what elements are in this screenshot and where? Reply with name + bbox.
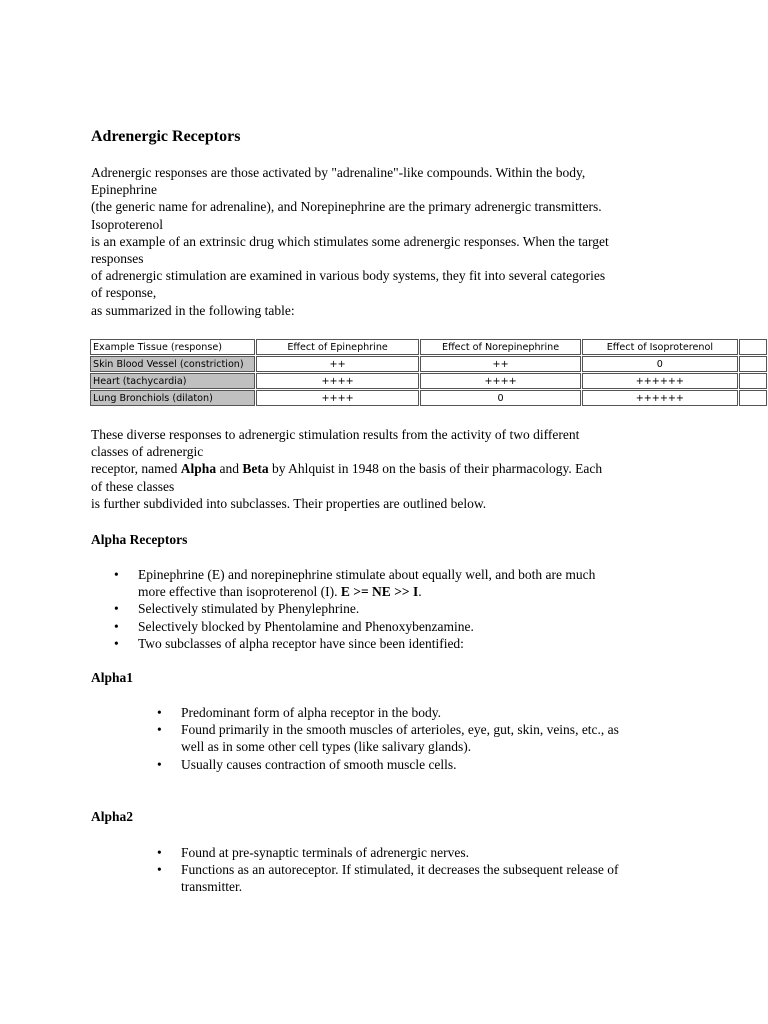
- alpha2-list: [155, 844, 685, 896]
- text-run: by Ahlquist in 1948 on the basis of their pharmacology. Each: [268, 461, 603, 477]
- intro-line: is an example of an extrinsic drug which stimulates some adrenergic responses. When the target: [91, 233, 609, 249]
- text-run: .: [418, 584, 422, 600]
- list-item-line: Two subclasses of alpha receptor have since been identified:: [138, 635, 464, 651]
- table-cell: [739, 390, 767, 406]
- bullet-icon: •: [157, 845, 162, 860]
- table-cell: ++++: [256, 390, 419, 406]
- table-cell-tissue: Lung Bronchiols (dilaton): [90, 390, 255, 406]
- list-item: [155, 861, 685, 895]
- paragraph-line: These diverse responses to adrenergic stimulation results from the activity of two different: [91, 427, 580, 442]
- alpha1-heading: Alpha1: [91, 670, 134, 685]
- list-item-line: Found at pre-synaptic terminals of adrenergic nerves.: [181, 845, 470, 860]
- intro-line: of adrenergic stimulation are examined in various body systems, they fit into several categories: [91, 268, 606, 284]
- bullet-icon: •: [114, 567, 119, 582]
- table-cell: ++: [256, 356, 419, 372]
- table-cell: 0: [420, 390, 581, 406]
- list-item-line: Predominant form of alpha receptor in the body.: [181, 705, 442, 720]
- page-title: Adrenergic Receptors: [91, 128, 241, 145]
- table-cell: ++++++: [582, 390, 737, 406]
- text-run: and: [216, 461, 243, 477]
- list-item-line: transmitter.: [181, 879, 243, 895]
- paragraph-line: classes of adrenergic: [91, 444, 204, 460]
- bullet-icon: •: [114, 601, 119, 617]
- table-cell: 0: [582, 356, 737, 372]
- bullet-icon: •: [157, 862, 162, 878]
- alpha-term: Alpha: [180, 461, 217, 477]
- bullet-icon: •: [114, 635, 119, 651]
- table-cell: ++++++: [582, 373, 737, 389]
- list-item-line: [138, 583, 672, 600]
- paragraph-line: of these classes: [91, 478, 175, 494]
- list-item-line: Selectively stimulated by Phenylephrine.: [138, 601, 360, 617]
- list-item: [112, 618, 672, 635]
- list-item-line: Usually causes contraction of smooth muscle cells.: [181, 756, 457, 772]
- alpha1-list: [155, 704, 685, 773]
- adrenergic-effects-table: [89, 338, 768, 407]
- table-header-cell: Effect of Isoproterenol: [582, 339, 737, 355]
- list-item-line: well as in some other cell types (like salivary glands).: [181, 739, 472, 755]
- list-item-line: Selectively blocked by Phentolamine and Phenoxybenzamine.: [138, 618, 474, 634]
- alpha-receptors-list: [112, 566, 672, 652]
- paragraph-line: [91, 460, 711, 477]
- list-item: [155, 721, 685, 755]
- intro-line: Isoproterenol: [91, 216, 163, 232]
- list-item: [155, 844, 685, 861]
- table-cell: ++: [420, 356, 581, 372]
- intro-line: as summarized in the following table:: [91, 302, 295, 318]
- table-cell: ++++: [256, 373, 419, 389]
- table-cell-tissue: Skin Blood Vessel (constriction): [90, 356, 255, 372]
- table-header-row: [90, 339, 767, 355]
- table-cell: ++++: [420, 373, 581, 389]
- text-run: receptor, named: [91, 461, 181, 477]
- table-header-cell: Effect of Epinephrine: [256, 339, 419, 355]
- text-run: more effective than isoproterenol (I).: [138, 584, 341, 600]
- intro-line: of response,: [91, 285, 157, 301]
- intro-line: responses: [91, 251, 144, 267]
- table-cell: [739, 356, 767, 372]
- table-cell-tissue: Heart (tachycardia): [90, 373, 255, 389]
- table-cell: [739, 373, 767, 389]
- beta-term: Beta: [242, 461, 269, 477]
- intro-line: Adrenergic responses are those activated by "adrenaline"-like compounds. Within the body,: [91, 165, 586, 180]
- table-row: [90, 373, 767, 389]
- list-item: [155, 756, 685, 773]
- list-item-line: Functions as an autoreceptor. If stimulated, it decreases the subsequent release of: [181, 862, 619, 878]
- bullet-icon: •: [157, 756, 162, 772]
- list-item: [112, 600, 672, 617]
- intro-line: Epinephrine: [91, 182, 157, 198]
- potency-order: E >= NE >> I: [340, 584, 419, 600]
- table-header-cell: [739, 339, 767, 355]
- classes-paragraph: [91, 426, 711, 512]
- alpha2-heading: Alpha2: [91, 809, 134, 824]
- paragraph-line: is further subdivided into subclasses. Their properties are outlined below.: [91, 495, 487, 511]
- table-row: [90, 390, 767, 406]
- intro-paragraph: [91, 164, 711, 319]
- intro-line: (the generic name for adrenaline), and Norepinephrine are the primary adrenergic transmitters.: [91, 199, 602, 215]
- table-header-cell: Example Tissue (response): [90, 339, 255, 355]
- bullet-icon: •: [157, 705, 162, 720]
- table-header-cell: Effect of Norepinephrine: [420, 339, 581, 355]
- table-row: [90, 356, 767, 372]
- list-item-line: Found primarily in the smooth muscles of arterioles, eye, gut, skin, veins, etc., as: [181, 722, 619, 738]
- list-item-line: Epinephrine (E) and norepinephrine stimulate about equally well, and both are much: [138, 567, 596, 582]
- alpha-receptors-heading: Alpha Receptors: [91, 532, 188, 547]
- bullet-icon: •: [114, 618, 119, 634]
- bullet-icon: •: [157, 722, 162, 738]
- list-item: [112, 566, 672, 600]
- list-item: [112, 635, 672, 652]
- list-item: [155, 704, 685, 721]
